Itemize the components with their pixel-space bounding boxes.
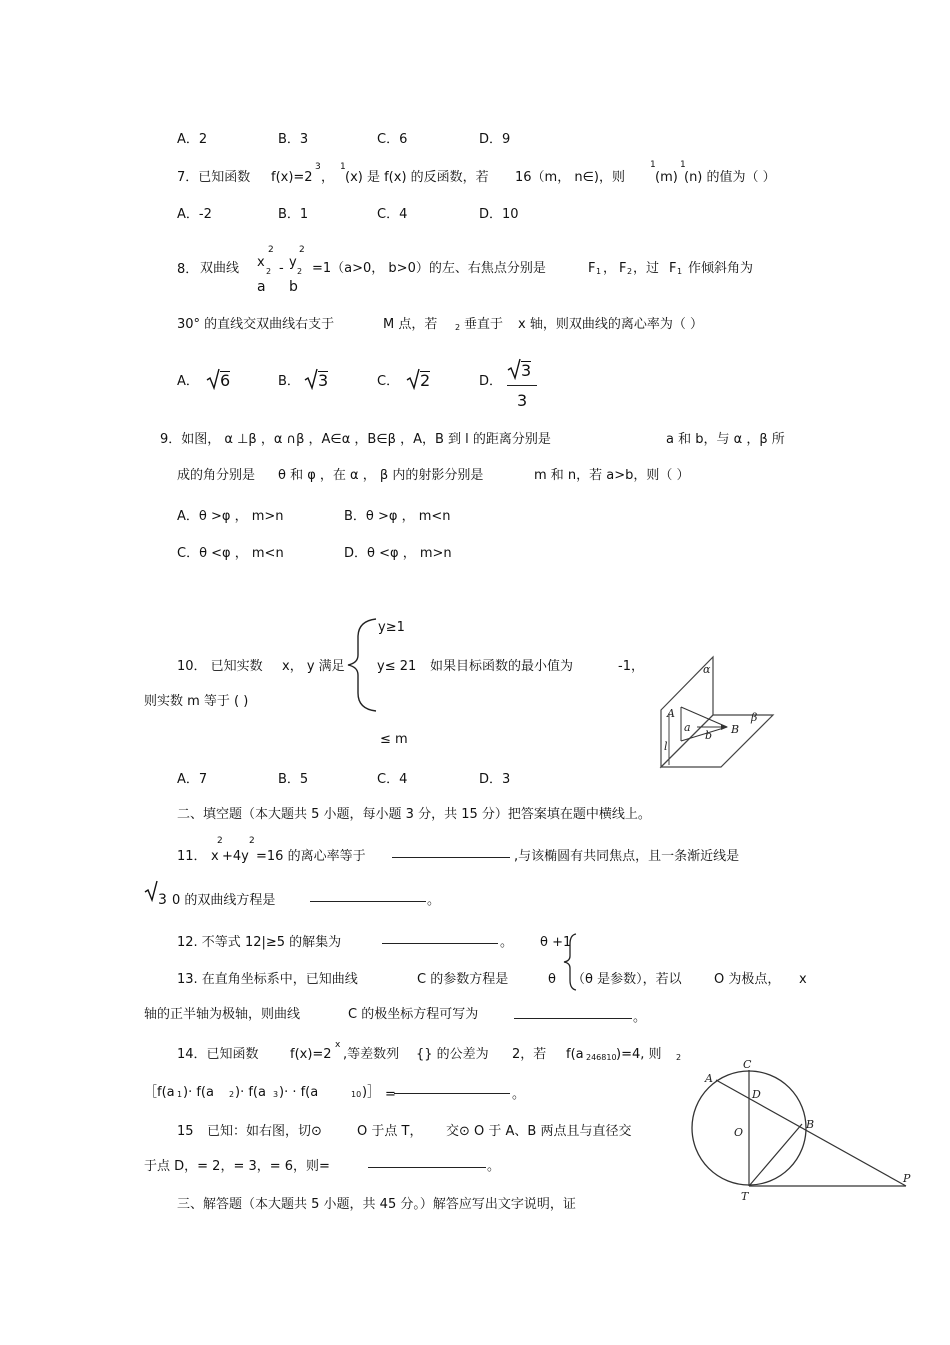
q14-line2-close: )］	[362, 1085, 381, 1100]
q11-after: ,与该椭圆有共同焦点，且一条渐近线是	[514, 849, 740, 864]
fig1-label-a-dist: a	[684, 721, 691, 734]
fig1-label-b-point: B	[731, 723, 740, 736]
q8-option-d-denominator: 3	[517, 391, 528, 410]
q13-line2-polar: C 的极坐标方程可写为	[348, 1007, 479, 1022]
q7-n-part: (n) 的值为（ ）	[684, 170, 776, 185]
q9-line1: 9．如图， α ⊥β ，α ∩β ，A∈α ，B∈β ，A，B 到 l 的距离分别是	[160, 432, 551, 447]
q11-end: 。	[427, 893, 441, 908]
q14-sub-3: 3	[273, 1090, 279, 1099]
q15-line1-start: 已知：如右图，切⊙	[207, 1124, 322, 1139]
q8-option-c-sqrt-icon	[406, 368, 420, 390]
q7-sup-1c: 1	[680, 160, 686, 170]
q8-f1b-sub: 1	[677, 267, 683, 276]
q7-m-part: (m)	[655, 170, 678, 185]
q14-line1-seq: ,等差数列	[343, 1047, 400, 1062]
q9-option-d: D．θ <φ ， m>n	[344, 546, 452, 561]
q8-number: 8．	[177, 262, 199, 277]
q8-line2-start: 30° 的直线交双曲线右支于	[177, 317, 335, 332]
fig1-label-beta: β	[751, 711, 758, 724]
q14-line1-diff: {} 的公差为	[416, 1047, 489, 1062]
q8-option-b-sqrt-icon	[304, 368, 318, 390]
q10-option-c: C．4	[377, 772, 408, 787]
fig2-label-b: B	[806, 1118, 815, 1131]
q12-text: 12. 不等式 12|≥5 的解集为	[177, 935, 342, 950]
q8-den-a: a	[257, 279, 266, 295]
section-3-heading: 三、解答题（本大题共 5 小题，共 45 分。）解答应写出文字说明，证	[177, 1197, 576, 1212]
fig2-label-d: D	[752, 1088, 761, 1101]
q7-comma: ，	[321, 170, 335, 185]
q12-theta: θ +1	[540, 935, 572, 950]
q7-option-c: C．4	[377, 207, 408, 222]
q9-line2-end: m 和 n，若 a>b，则（ ）	[534, 468, 690, 483]
q7-option-b: B．1	[278, 207, 309, 222]
q7-option-a: A．-2	[177, 207, 212, 222]
q10-option-b: B．5	[278, 772, 309, 787]
q14-line1-cond: 2，若	[512, 1047, 547, 1062]
q8-stem-through: ，过	[633, 261, 660, 276]
q7-sup-3: 3	[315, 162, 321, 172]
q8-option-c-label: C．	[377, 374, 400, 389]
q7-stem-inverse: (x) 是 f(x) 的反函数，若	[345, 170, 489, 185]
q9-line2-start: 成的角分别是	[177, 468, 256, 483]
q6-option-b: B．3	[278, 132, 309, 147]
q13-line1-note: （θ 是参数），若以	[572, 972, 682, 987]
q13-line1-param: C 的参数方程是	[417, 972, 509, 987]
q8-option-a-sqrt-icon	[206, 368, 220, 390]
q8-option-c-radicand: 2	[420, 371, 431, 390]
q6-option-c: C．6	[377, 132, 408, 147]
q15-line2: 于点 D，= 2，= 3，= 6，则=	[144, 1159, 330, 1174]
q10-option-d: D．3	[479, 772, 511, 787]
q14-function: f(x)=2	[290, 1047, 332, 1062]
q14-line1-fa: f(a	[566, 1047, 584, 1062]
q14-line2-start: ［f(a	[144, 1085, 175, 1100]
q7-function: f(x)=2	[271, 170, 313, 185]
q8-line2-point: M 点，若	[383, 317, 438, 332]
q8-sup-2a: 2	[268, 245, 274, 255]
q13-line1-theta: θ	[548, 972, 556, 987]
q10-constraint-1: y≥1	[378, 620, 405, 635]
q8-sub-2a: 2	[266, 267, 272, 276]
q8-option-d-radicand: 3	[521, 361, 532, 380]
q8-minus: -	[279, 261, 284, 276]
q14-line2-f3: )· f(a	[235, 1085, 266, 1100]
q11-x: x	[211, 849, 219, 864]
q14-sub-10: 10	[351, 1090, 362, 1099]
q14-sup-x: x	[335, 1040, 341, 1050]
fig1-label-b-dist: b	[705, 729, 713, 742]
q8-f1: F	[588, 261, 596, 276]
q15-number: 15	[177, 1124, 194, 1139]
q8-option-d-fraction-bar	[507, 385, 537, 386]
q11-line2: 0 的双曲线方程是	[172, 893, 276, 908]
q11-answer-blank-1[interactable]	[392, 857, 510, 858]
q7-sup-1a: 1	[340, 162, 346, 172]
q9-option-a: A．θ >φ ， m>n	[177, 509, 284, 524]
q11-eq: =16 的离心率等于	[256, 849, 366, 864]
q9-option-c: C．θ <φ ， m<n	[177, 546, 284, 561]
fig1-label-l: l	[664, 740, 668, 753]
q12-answer-blank[interactable]	[382, 943, 498, 944]
q8-line2-sub: 2	[455, 323, 461, 332]
q8-label: 双曲线	[200, 261, 240, 276]
circle-tangent-figure	[688, 1058, 918, 1210]
fig2-label-t: T	[741, 1190, 749, 1203]
q14-answer-blank[interactable]	[394, 1093, 510, 1094]
q8-option-a-radicand: 6	[220, 371, 231, 390]
q10-brace-icon	[344, 617, 378, 713]
section-2-heading: 二、填空题（本大题共 5 小题，每小题 3 分，共 15 分）把答案填在题中横线上。	[177, 807, 651, 822]
q9-option-b: B．θ >φ ， m<n	[344, 509, 451, 524]
q10-line-start: 10． 已知实数	[177, 659, 263, 674]
q6-option-a: A．2	[177, 132, 208, 147]
q10-constraint-2: y≤ 21	[377, 659, 417, 674]
fig2-label-a: A	[705, 1072, 713, 1085]
q14-line2-eq: =	[385, 1087, 396, 1102]
fig2-label-c: C	[743, 1058, 752, 1071]
q9-line1-end: a 和 b，与 α ，β 所	[666, 432, 785, 447]
q14-end: 。	[512, 1087, 526, 1102]
q13-answer-blank[interactable]	[514, 1018, 632, 1019]
fig2-label-o: O	[734, 1126, 744, 1139]
q8-f1-sub: 1	[596, 267, 602, 276]
q13-line2-start: 轴的正半轴为极轴，则曲线	[144, 1007, 301, 1022]
q8-option-d-label: D．	[479, 374, 503, 389]
q9-line2-mid: θ 和 φ ，在 α ， β 内的射影分别是	[278, 468, 484, 483]
q8-stem-angle: 作倾斜角为	[688, 261, 754, 276]
q14-line2-f2: )· f(a	[183, 1085, 214, 1100]
q13-line1-pole: O 为极点，	[714, 972, 781, 987]
q7-option-d: D．10	[479, 207, 519, 222]
q8-option-d-sqrt-icon	[507, 358, 521, 380]
q8-option-a-label: A．	[177, 374, 199, 389]
q8-f1b: F	[669, 261, 677, 276]
q8-y: y	[289, 255, 297, 270]
q15-line1-end: 交⊙ O 于 A、B 两点且与直径交	[446, 1124, 632, 1139]
q14-sub-1: 1	[177, 1090, 183, 1099]
q11-sup-2b: 2	[249, 836, 255, 846]
q8-den-b: b	[289, 279, 298, 295]
q8-f2: F	[619, 261, 627, 276]
q11-radicand: 3	[158, 892, 167, 908]
q14-line1-sub: 246810	[586, 1053, 617, 1062]
q7-stem-start: 7．已知函数	[177, 170, 251, 185]
q13-end: 。	[633, 1010, 647, 1025]
q10-option-a: A．7	[177, 772, 208, 787]
q10-line-objective: 如果目标函数的最小值为	[430, 659, 574, 674]
q7-sup-1b: 1	[650, 160, 656, 170]
q11-answer-blank-2[interactable]	[310, 901, 426, 902]
q8-f1-comma: ，	[603, 261, 617, 276]
q8-sup-2b: 2	[299, 245, 305, 255]
q11-mid: +4y	[222, 849, 249, 864]
q13-line1-start: 13. 在直角坐标系中，已知曲线	[177, 972, 358, 987]
q10-line-vars: x， y 满足	[282, 659, 345, 674]
q8-f2-sub: 2	[627, 267, 633, 276]
q10-line-value: -1，	[618, 659, 644, 674]
q13-line1-x: x	[799, 972, 807, 987]
q10-constraint-3: ≤ m	[380, 732, 408, 747]
q14-line2-f10: )· · f(a	[279, 1085, 319, 1100]
q8-option-b-label: B．	[278, 374, 300, 389]
q11-number: 11．	[177, 849, 207, 864]
dihedral-planes-figure	[655, 655, 780, 774]
q14-line1-eq: )=4, 则	[616, 1047, 662, 1062]
q8-option-b-radicand: 3	[318, 371, 329, 390]
q10-line2: 则实数 m 等于 ( )	[144, 694, 249, 709]
q12-end: 。	[500, 935, 514, 950]
fig1-label-alpha: α	[703, 663, 711, 676]
fig1-label-a-point: A	[667, 707, 675, 720]
q15-line1-tangent: O 于点 T，	[357, 1124, 423, 1139]
q14-line1-start: 14．已知函数	[177, 1047, 259, 1062]
q8-stem: =1（a>0， b>0）的左、右焦点分别是	[312, 261, 546, 276]
q7-stem-condition: 16（m， n∈)，则	[515, 170, 625, 185]
q11-sup-2a: 2	[217, 836, 223, 846]
q6-option-d: D．9	[479, 132, 511, 147]
q11-sqrt-icon	[144, 880, 158, 902]
q14-sub-2: 2	[676, 1053, 682, 1062]
q15-end: 。	[487, 1159, 501, 1174]
q14-sub-2b: 2	[229, 1090, 235, 1099]
q8-line2-end: x 轴，则双曲线的离心率为（ ）	[518, 317, 703, 332]
q15-answer-blank[interactable]	[368, 1167, 486, 1168]
q8-line2-perp: 垂直于	[464, 317, 504, 332]
q8-sub-2b: 2	[297, 267, 303, 276]
q8-x: x	[257, 255, 265, 270]
fig2-label-p: P	[903, 1172, 911, 1185]
